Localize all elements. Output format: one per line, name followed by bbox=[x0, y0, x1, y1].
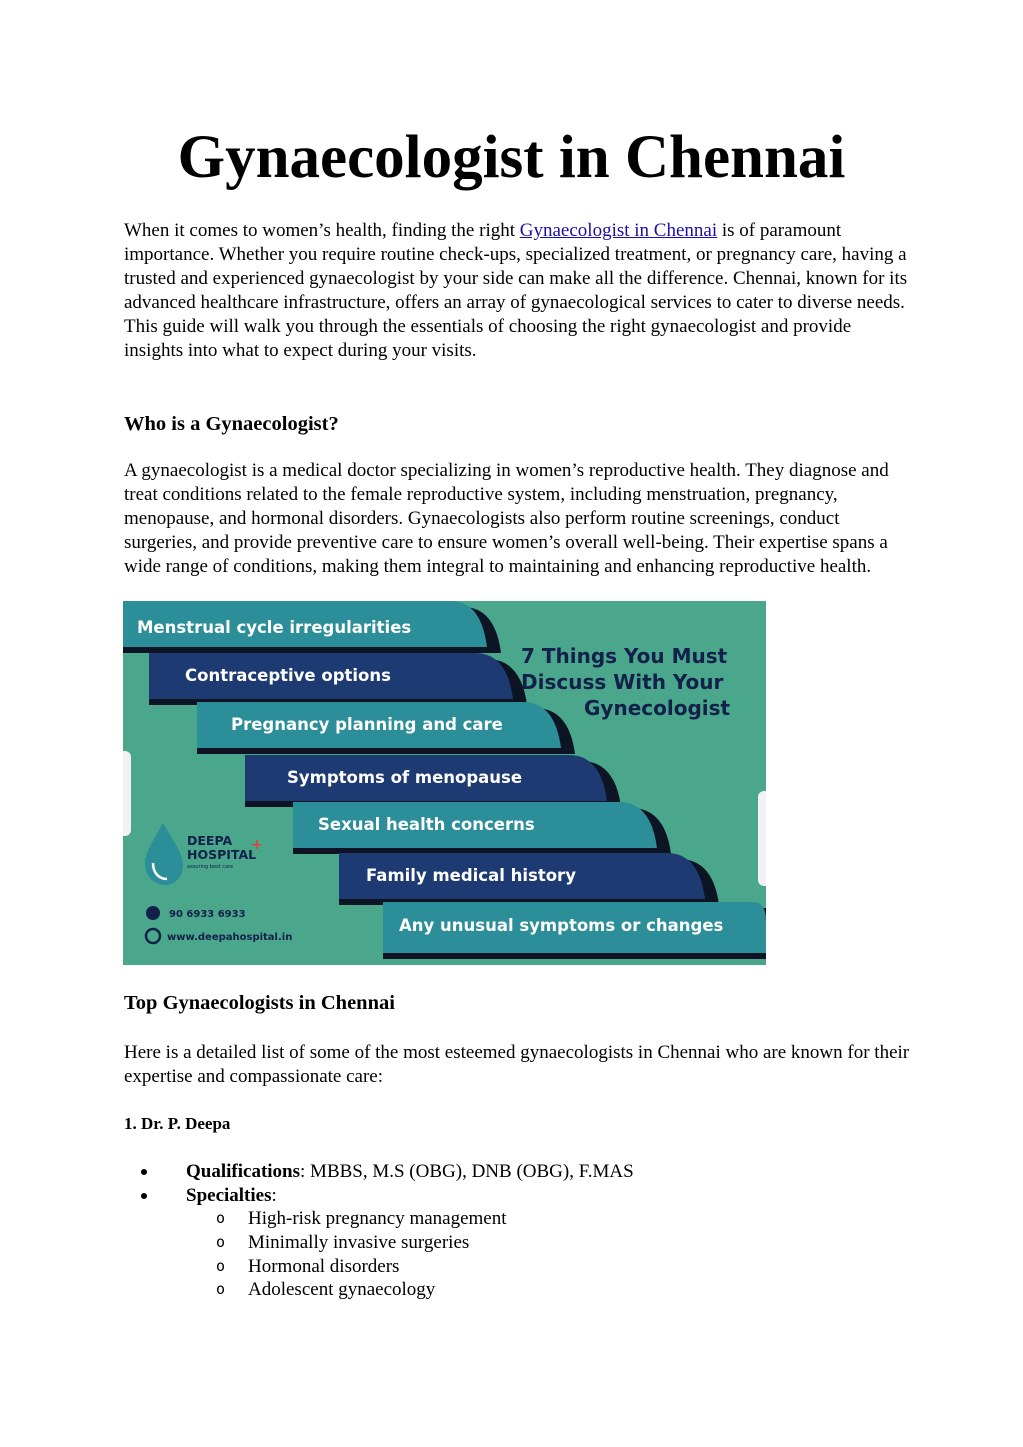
infographic-heading-line-2: Discuss With Your bbox=[521, 670, 724, 694]
specialty-item bbox=[124, 1231, 824, 1255]
who-paragraph: A gynaecologist is a medical doctor specializing in women’s reproductive health. They diagnose and treat conditions related to the female reproductive system, including menstruation, pregnancy, menopause, and hormonal disorders. Gynaecologists also perform routine screenings, conduct surgeries, and provide preventive care to ensure women’s overall well-being. Their expertise spans a wide range of conditions, making them integral to maintaining and enhancing reproductive health. bbox=[124, 460, 889, 577]
pill-4 bbox=[245, 755, 621, 807]
pill-3-label: Pregnancy planning and care bbox=[231, 715, 503, 734]
logo-tagline: assuring best care bbox=[187, 864, 234, 870]
pill-1 bbox=[123, 601, 501, 653]
sub-bullet: o bbox=[216, 1256, 226, 1275]
bullet-dot bbox=[141, 1169, 147, 1175]
sub-bullet: o bbox=[216, 1232, 226, 1251]
page-title: Gynaecologist in Chennai bbox=[177, 124, 846, 191]
specialty-text: Adolescent gynaecology bbox=[248, 1279, 436, 1301]
specialties-colon: : bbox=[271, 1184, 277, 1206]
phone-number: 90 6933 6933 bbox=[169, 909, 246, 920]
pill-6 bbox=[339, 853, 719, 905]
specialties-item bbox=[124, 1184, 824, 1208]
specialty-text: High-risk pregnancy management bbox=[248, 1208, 507, 1229]
specialties-label: Specialties bbox=[186, 1184, 272, 1206]
logo-name-line-2: HOSPITAL bbox=[187, 847, 257, 862]
pill-5-label: Sexual health concerns bbox=[318, 815, 535, 834]
deepa-hospital-logo bbox=[145, 823, 263, 885]
intro-text-after-link: is of paramount importance. Whether you require routine check-ups, specialized treatment, or pregnancy care, having a trusted and experienced gynaecologist by your side can make all the difference. Chennai, known for its advanced healthcare infrastructure, offers an array of gynaecological services to cater to diverse needs. This guide will walk you through the essentials of choosing the right gynaecologist and provide insights into what to expect during your visits. bbox=[124, 220, 908, 361]
doctor-1-heading: 1. Dr. P. Deepa bbox=[124, 1114, 231, 1133]
right-edge-tab bbox=[758, 791, 766, 886]
infographic-image bbox=[123, 601, 766, 965]
pill-1-label: Menstrual cycle irregularities bbox=[137, 618, 412, 637]
pill-4-label: Symptoms of menopause bbox=[287, 768, 523, 787]
bullet-dot bbox=[141, 1193, 147, 1199]
left-edge-tab bbox=[123, 751, 131, 836]
qualifications-label: Qualifications bbox=[186, 1161, 301, 1182]
water-drop-icon bbox=[145, 823, 183, 885]
section-heading-top: Top Gynaecologists in Chennai bbox=[124, 992, 395, 1014]
infographic-svg bbox=[123, 601, 766, 965]
infographic-heading-line-3: Gynecologist bbox=[584, 696, 731, 720]
pill-3 bbox=[197, 702, 575, 754]
section-heading-who: Who is a Gynaecologist? bbox=[124, 413, 339, 435]
sub-bullet: o bbox=[216, 1280, 226, 1299]
specialty-item bbox=[124, 1255, 824, 1279]
globe-icon bbox=[146, 929, 160, 943]
logo-name-line-1: DEEPA bbox=[187, 833, 233, 848]
phone-icon bbox=[146, 906, 160, 920]
pill-7-label: Any unusual symptoms or changes bbox=[399, 916, 724, 935]
pill-7 bbox=[383, 902, 766, 959]
specialty-text: Hormonal disorders bbox=[248, 1255, 400, 1277]
intro-paragraph bbox=[124, 219, 914, 362]
pill-6-label: Family medical history bbox=[366, 866, 576, 885]
infographic-heading-line-1: 7 Things You Must bbox=[521, 644, 728, 668]
qualifications-item bbox=[124, 1160, 824, 1184]
gynaecologist-chennai-link[interactable]: Gynaecologist in Chennai bbox=[519, 220, 718, 241]
top-paragraph: Here is a detailed list of some of the most esteemed gynaecologists in Chennai who are known for their expertise and compassionate care: bbox=[124, 1042, 910, 1087]
specialty-item bbox=[124, 1278, 824, 1302]
specialty-item bbox=[124, 1207, 824, 1231]
website-url: www.deepahospital.in bbox=[167, 932, 293, 943]
specialties-list bbox=[124, 1207, 824, 1302]
pill-5 bbox=[293, 802, 671, 854]
intro-text-before-link: When it comes to women’s health, finding the right bbox=[124, 220, 520, 241]
pill-2-label: Contraceptive options bbox=[185, 666, 391, 685]
pill-2 bbox=[149, 653, 527, 705]
qualifications-value: : MBBS, M.S (OBG), DNB (OBG), F.MAS bbox=[300, 1161, 634, 1182]
doctor-1-details bbox=[124, 1160, 824, 1208]
red-cross-icon: + bbox=[251, 837, 263, 853]
sub-bullet: o bbox=[216, 1209, 226, 1227]
specialty-text: Minimally invasive surgeries bbox=[248, 1231, 470, 1253]
